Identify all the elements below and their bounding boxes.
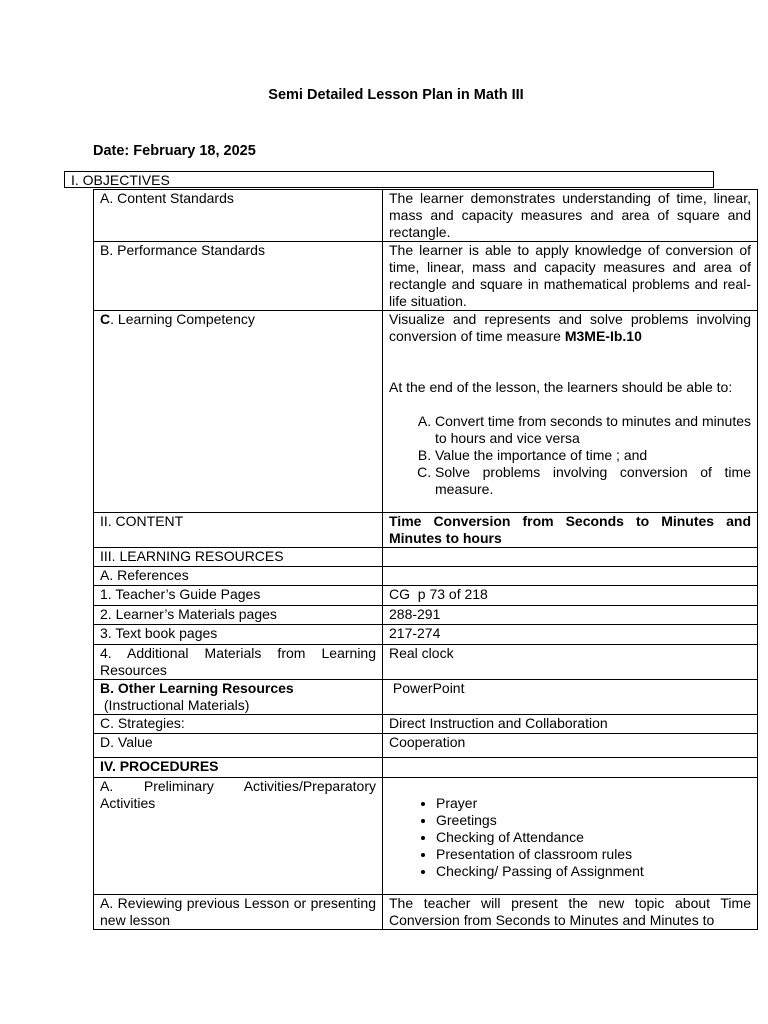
table-row xyxy=(94,242,758,311)
learning-competency-cell xyxy=(383,311,758,513)
reviewing-lesson-text: The teacher will present the new topic about Time Conversion from Seconds to Minutes and Minutes to xyxy=(383,895,758,930)
preliminary-activities-list xyxy=(389,795,751,880)
empty-cell xyxy=(383,567,758,586)
list-item: • Greetings xyxy=(436,812,751,829)
value-label: D. Value xyxy=(94,734,383,758)
performance-standards-label: B. Performance Standards xyxy=(94,242,383,311)
lesson-date: Date: February 18, 2025 xyxy=(93,143,256,159)
list-item: A. Convert time from seconds to minutes and minutes to hours and vice versa xyxy=(435,413,751,447)
teachers-guide-label: 1. Teacher’s Guide Pages xyxy=(94,586,383,606)
content-label: II. CONTENT xyxy=(94,513,383,548)
preliminary-activities-label: A. Preliminary Activities/Preparatory Activities xyxy=(94,778,383,895)
performance-standards-text: The learner is able to apply knowledge of conversion of time, linear, mass and capacity measures and area of rectangle and square in mathematical problems and real-life situation. xyxy=(383,242,758,311)
other-resources-value: PowerPoint xyxy=(383,680,758,715)
procedures-heading: IV. PROCEDURES xyxy=(94,758,383,778)
list-item: • Checking of Attendance xyxy=(436,829,751,846)
list-item: • Prayer xyxy=(436,795,751,812)
table-row xyxy=(94,513,758,548)
table-row xyxy=(94,734,758,758)
competency-code: M3ME-Ib.10 xyxy=(564,328,642,344)
other-resources-sub: (Instructional Materials) xyxy=(100,697,250,713)
competency-description: Visualize and represents and solve problems involving conversion of time measure xyxy=(389,311,751,344)
table-row xyxy=(94,606,758,625)
value-value: Cooperation xyxy=(383,734,758,758)
table-row xyxy=(94,715,758,734)
preliminary-activities-cell xyxy=(383,778,758,895)
table-row xyxy=(94,311,758,513)
learning-competency-label xyxy=(94,311,383,513)
references-label: A. References xyxy=(94,567,383,586)
table-row xyxy=(94,586,758,606)
textbook-pages-label: 3. Text book pages xyxy=(94,625,383,645)
empty-cell xyxy=(383,548,758,567)
table-row xyxy=(94,778,758,895)
additional-materials-label: 4. Additional Materials from Learning Resources xyxy=(94,645,383,680)
table-row xyxy=(94,567,758,586)
learners-materials-value: 288-291 xyxy=(383,606,758,625)
learners-materials-label: 2. Learner’s Materials pages xyxy=(94,606,383,625)
other-resources-label xyxy=(94,680,383,715)
learning-competency-label-text: . Learning Competency xyxy=(110,311,255,327)
textbook-pages-value: 217-274 xyxy=(383,625,758,645)
other-resources-title: B. Other Learning Resources xyxy=(100,680,294,696)
content-standards-label: A. Content Standards xyxy=(94,190,383,242)
table-row xyxy=(94,548,758,567)
strategies-value: Direct Instruction and Collaboration xyxy=(383,715,758,734)
lesson-plan-table xyxy=(93,189,758,930)
learning-competency-letter: C xyxy=(100,311,111,327)
additional-materials-value: Real clock xyxy=(383,645,758,680)
objectives-intro: At the end of the lesson, the learners should be able to: xyxy=(389,379,733,395)
strategies-label: C. Strategies: xyxy=(94,715,383,734)
reviewing-lesson-label: A. Reviewing previous Lesson or presenting new lesson xyxy=(94,895,383,930)
list-item: C. Solve problems involving conversion of time measure. xyxy=(435,464,751,498)
learning-competency-text xyxy=(389,311,751,345)
teachers-guide-value: CG p 73 of 218 xyxy=(383,586,758,606)
objectives-heading: I. OBJECTIVES xyxy=(64,171,714,188)
table-row xyxy=(94,645,758,680)
table-row xyxy=(94,680,758,715)
table-row xyxy=(94,625,758,645)
content-standards-text: The learner demonstrates understanding of time, linear, mass and capacity measures and area of square and rectangle. xyxy=(383,190,758,242)
empty-cell xyxy=(383,758,758,778)
content-value: Time Conversion from Seconds to Minutes and Minutes to hours xyxy=(383,513,758,548)
list-item: B. Value the importance of time ; and xyxy=(435,447,751,464)
list-item: • Checking/ Passing of Assignment xyxy=(436,863,751,880)
table-row xyxy=(94,190,758,242)
list-item: • Presentation of classroom rules xyxy=(436,846,751,863)
table-row xyxy=(94,895,758,930)
table-row xyxy=(94,758,758,778)
document-title: Semi Detailed Lesson Plan in Math III xyxy=(268,87,524,103)
learning-resources-heading: III. LEARNING RESOURCES xyxy=(94,548,383,567)
objectives-list xyxy=(389,413,751,498)
